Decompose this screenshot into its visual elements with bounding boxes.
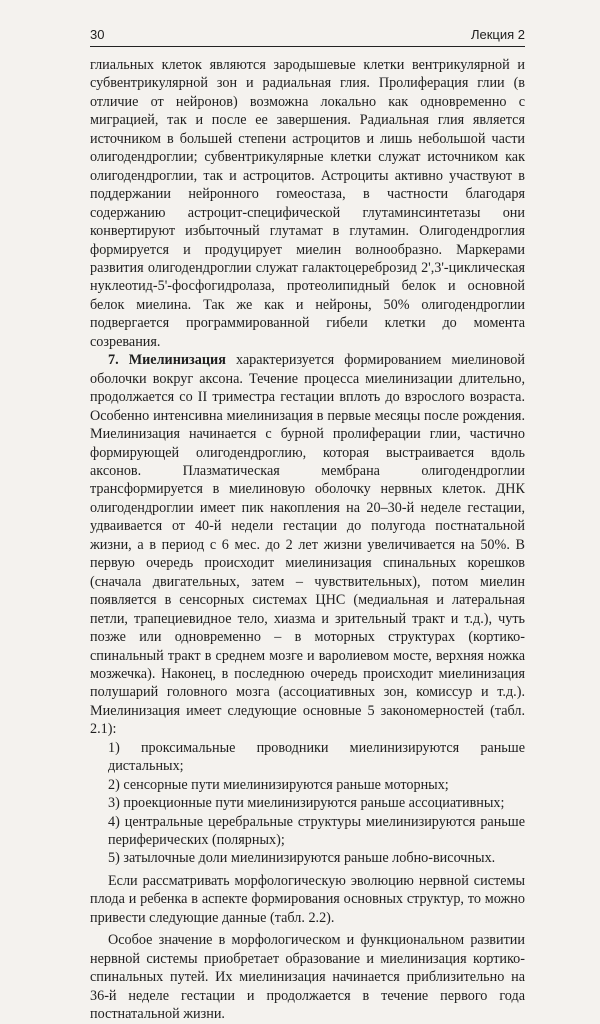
- running-header: [90, 22, 525, 47]
- page-body: [90, 56, 525, 1024]
- section-heading-myelination: 7. Миелинизация: [108, 352, 226, 369]
- paragraph-morphology: Если рассматривать морфологическую эволюцию нервной системы плода и ребенка в аспекте формирования основных структур, то можно привести следующие данные (табл. 2.2).: [90, 872, 525, 926]
- list-item-2: 2) сенсорные пути миелинизируются раньше моторных;: [108, 776, 449, 793]
- paragraph-myelination-text: характеризуется формированием миелиновой оболочки вокруг аксона. Течение процесса миелинизации длительно, продолжается со II триместра гестации вплоть до взрослого возраста. Особенно интенсивна миелинизация в первые месяцы после рождения. Миелинизация начинается с бурной пролиферации глии, частично формирующей олигодендроглию, которая выстраивается вдоль аксонов. Плазматическая мембрана олигодендроглии трансформируется в миелиновую оболочку нервных клеток. ДНК олигодендроглии имеет пик накопления на 20–30-й неделе гестации, удваивается от 40-й недели гестации до полугода постнатальной жизни, а в период с 6 мес. до 2 лет жизни увеличивается на 50%. В первую очередь происходит миелинизация спинальных корешков (сначала двигательных, затем – чувствительных), потом миелин появляется в сенсорных системах ЦНС (медиальная и латеральная петли, трапециевидное тело, хиазма и зрительный тракт и т.д.), чуть позже или одновременно – в моторных структурах (кортико-спинальный тракт в среднем мозге и варолиевом мосте, верхняя ножка мозжечка). Наконец, в последнюю очередь происходит миелинизация полушарий головного мозга (ассоциативных зон, комиссур и т.д.). Миелинизация имеет следующие основные 5 закономерностей (табл. 2.1):: [90, 352, 525, 738]
- paragraph-myelination: [90, 351, 525, 739]
- paragraph-glia: глиальных клеток являются зародышевые клетки вентрикулярной и субвентрикулярной зон и радиальная глия. Пролиферация глии (в отличие от нейронов) возможна локально как одновременно с миграцией, так и после ее завершения. Радиальная глия является источником в большей степени астроцитов и лишь небольшой части олигодендроглии; субвентрикулярные клетки служат источником как олигодендроглии, так и астроцитов. Астроциты активно участвуют в поддержании нейронного гомеостаза, в частности благодаря содержанию астроцит-специфической глутаминсинтетазы они конвертируют избыточный глутамат в глутамин. Олигодендроглия формируется и продуцирует миелин волнообразно. Маркерами развития олигодендроглии служат галактоцереброзид 2',3'-циклическая нуклеотид-5'-фосфогидролаза, протеолипидный белок и основной белок миелина. Так же как и нейроны, 50% олигодендроглии подвергается программированной гибели клетки до момента созревания.: [90, 57, 525, 350]
- paragraph-corticospinal: Особое значение в морфологическом и функциональном развитии нервной системы приобретает образование и миелинизация кортико-спинальных путей. Их миелинизация начинается приблизительно на 36-й неделе гестации и продолжается в течение первого года постнатальной жизни.: [90, 932, 525, 1023]
- list-item-4: 4) центральные церебральные структуры миелинизируются раньше периферических (полярных);: [108, 813, 525, 849]
- page-number: 30: [90, 27, 105, 42]
- list-item-5: 5) затылочные доли миелинизируются раньше лобно-височных.: [108, 850, 496, 867]
- lecture-title: Лекция 2: [470, 27, 525, 42]
- list-item-3: 3) проекционные пути миелинизируются раньше ассоциативных;: [108, 795, 505, 812]
- list-item-1: 1) проксимальные проводники миелинизируются раньше дистальных;: [108, 739, 525, 775]
